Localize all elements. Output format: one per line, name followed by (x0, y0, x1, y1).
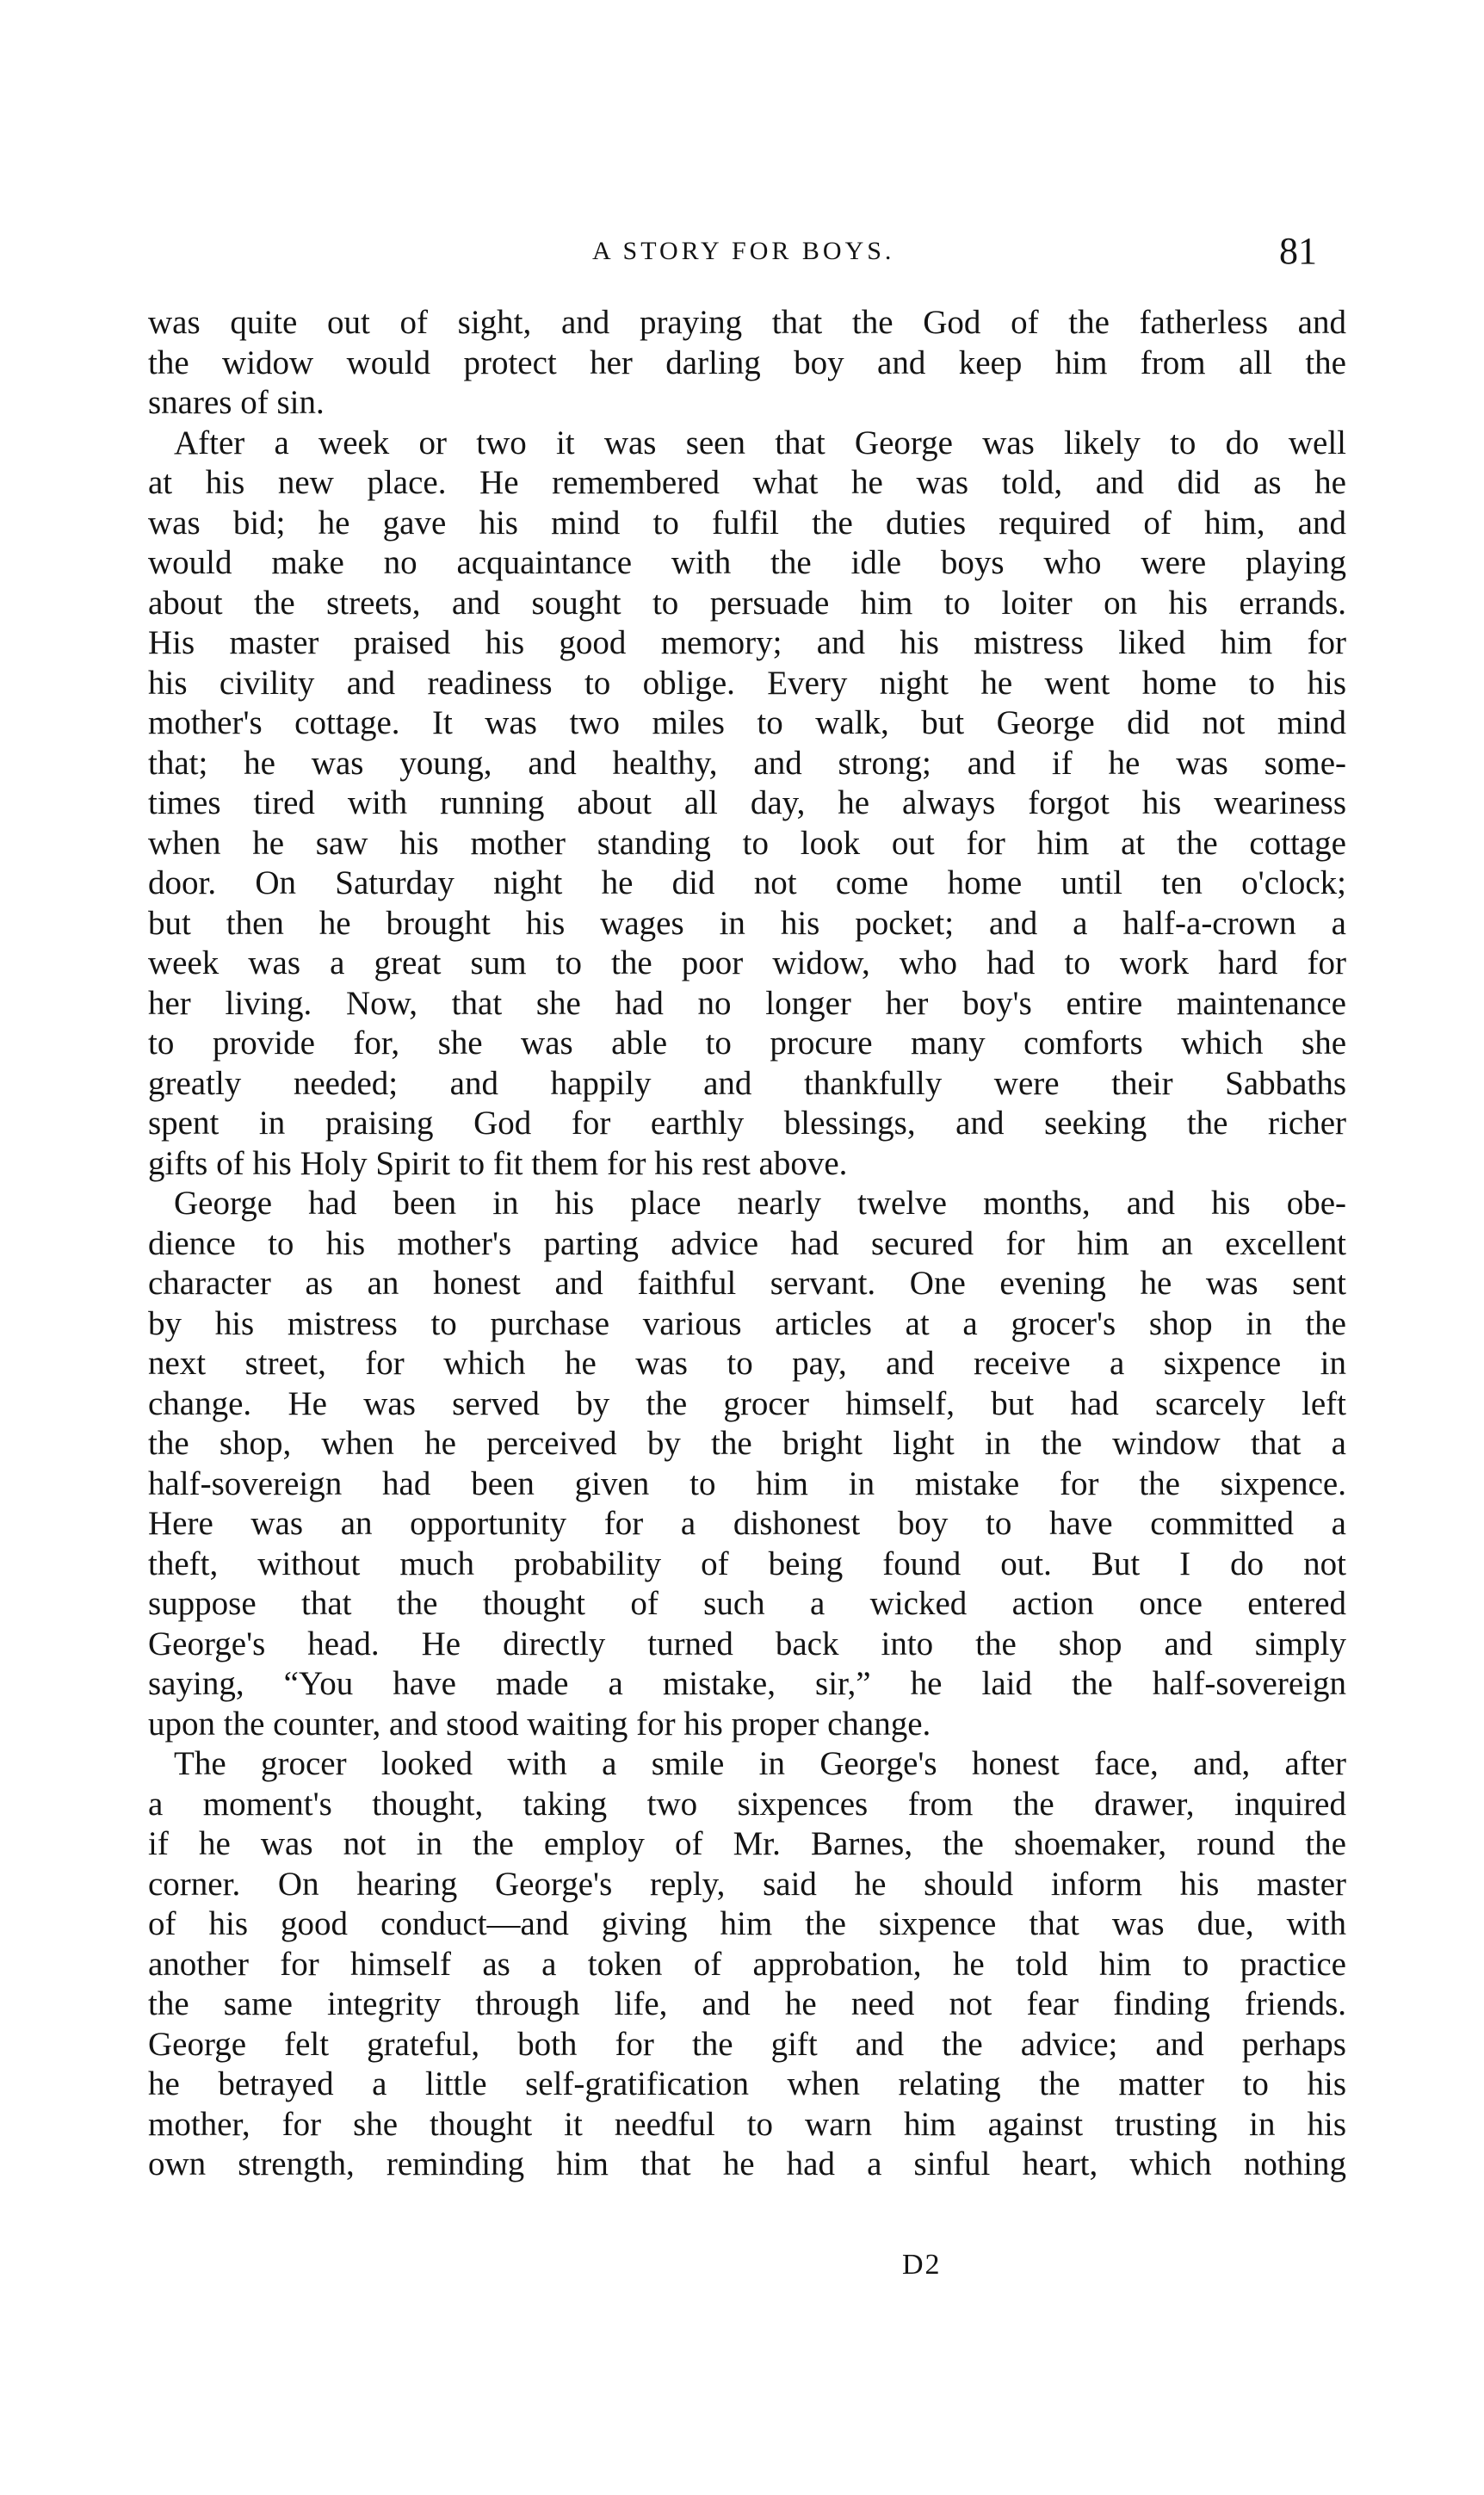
text-line: week was a great sum to the poor widow, who had to work hard for (148, 944, 1346, 981)
text-line: a moment's thought, taking two sixpences from the drawer, inquired (148, 1785, 1346, 1823)
text-line: door. On Saturday night he did not come home until ten o'clock; (148, 864, 1346, 901)
text-line: saying, “You have made a mistake, sir,” he laid the half-sovereign (148, 1665, 1346, 1702)
text-line: of his good conduct—and giving him the sixpence that was due, with (148, 1905, 1346, 1942)
text-line: would make no acquaintance with the idle boys who were playing (148, 544, 1346, 581)
text-line: that; he was young, and healthy, and strong; and if he was some- (148, 744, 1346, 782)
text-line: next street, for which he was to pay, and receive a sixpence in (148, 1345, 1346, 1382)
text-line: was quite out of sight, and praying that the God of the fatherless and (148, 304, 1346, 341)
text-line: own strength, reminding him that he had a sinful heart, which nothing (148, 2145, 1346, 2182)
text-line: gifts of his Holy Spirit to fit them for his rest above. (148, 1144, 848, 1182)
text-line: when he saw his mother standing to look out for him at the cottage (148, 824, 1346, 862)
paragraph-3 (148, 1184, 1346, 1744)
text-line: another for himself as a token of approbation, he told him to practice (148, 1945, 1346, 1983)
text-line: His master praised his good memory; and his mistress liked him for (148, 624, 1346, 661)
text-line: Here was an opportunity for a dishonest boy to have committed a (148, 1505, 1346, 1542)
running-title: A STORY FOR BOYS. (592, 237, 895, 265)
text-line: by his mistress to purchase various articles at a grocer's shop in the (148, 1304, 1346, 1342)
text-line: the shop, when he perceived by the bright light in the window that a (148, 1425, 1346, 1462)
text-line: upon the counter, and stood waiting for his proper change. (148, 1705, 931, 1743)
text-line: greatly needed; and happily and thankfully were their Sabbaths (148, 1064, 1346, 1102)
text-line: his civility and readiness to oblige. Every night he went home to his (148, 664, 1346, 702)
text-line: snares of sin. (148, 384, 325, 421)
body-text (148, 303, 1346, 2185)
text-line: spent in praising God for earthly blessings, and seeking the richer (148, 1105, 1346, 1142)
text-line: at his new place. He remembered what he was told, and did as he (148, 464, 1346, 501)
text-line: but then he brought his wages in his pocket; and a half-a-crown a (148, 904, 1346, 942)
text-line: George's head. He directly turned back into the shop and simply (148, 1625, 1346, 1662)
text-line: mother, for she thought it needful to warn him against trusting in his (148, 2105, 1346, 2143)
paragraph-4 (148, 1744, 1346, 2185)
text-line: George had been in his place nearly twelve months, and his obe- (174, 1185, 1346, 1222)
text-line: mother's cottage. It was two miles to walk, but George did not mind (148, 704, 1346, 741)
text-line: about the streets, and sought to persuade him to loiter on his errands. (148, 584, 1346, 622)
text-line: to provide for, she was able to procure many comforts which she (148, 1025, 1346, 1062)
text-line: The grocer looked with a smile in George's honest face, and, after (174, 1745, 1346, 1782)
text-line: if he was not in the employ of Mr. Barnes, the shoemaker, round the (148, 1825, 1346, 1862)
text-line: dience to his mother's parting advice had secured for him an excellent (148, 1224, 1346, 1262)
text-line: character as an honest and faithful servant. One evening he was sent (148, 1265, 1346, 1302)
text-line: suppose that the thought of such a wicked action once entered (148, 1585, 1346, 1622)
paragraph-1 (148, 303, 1346, 424)
text-line: the widow would protect her darling boy and keep him from all the (148, 344, 1346, 381)
signature-mark: D2 (902, 2249, 942, 2281)
page-number: 81 (1279, 230, 1317, 272)
text-line: times tired with running about all day, he always forgot his weariness (148, 784, 1346, 821)
text-line: George felt grateful, both for the gift and the advice; and perhaps (148, 2025, 1346, 2063)
text-line: the same integrity through life, and he need not fear finding friends. (148, 1985, 1346, 2022)
paragraph-2 (148, 424, 1346, 1185)
text-line: After a week or two it was seen that George was likely to do well (174, 424, 1346, 461)
text-line: half-sovereign had been given to him in mistake for the sixpence. (148, 1464, 1346, 1502)
running-head (0, 226, 1484, 277)
text-line: her living. Now, that she had no longer her boy's entire maintenance (148, 984, 1346, 1022)
text-line: change. He was served by the grocer himself, but had scarcely left (148, 1384, 1346, 1422)
text-line: was bid; he gave his mind to fulfil the duties required of him, and (148, 504, 1346, 542)
text-line: he betrayed a little self-gratification when relating the matter to his (148, 2065, 1346, 2102)
text-line: corner. On hearing George's reply, said he should inform his master (148, 1865, 1346, 1903)
text-line: theft, without much probability of being found out. But I do not (148, 1545, 1346, 1582)
